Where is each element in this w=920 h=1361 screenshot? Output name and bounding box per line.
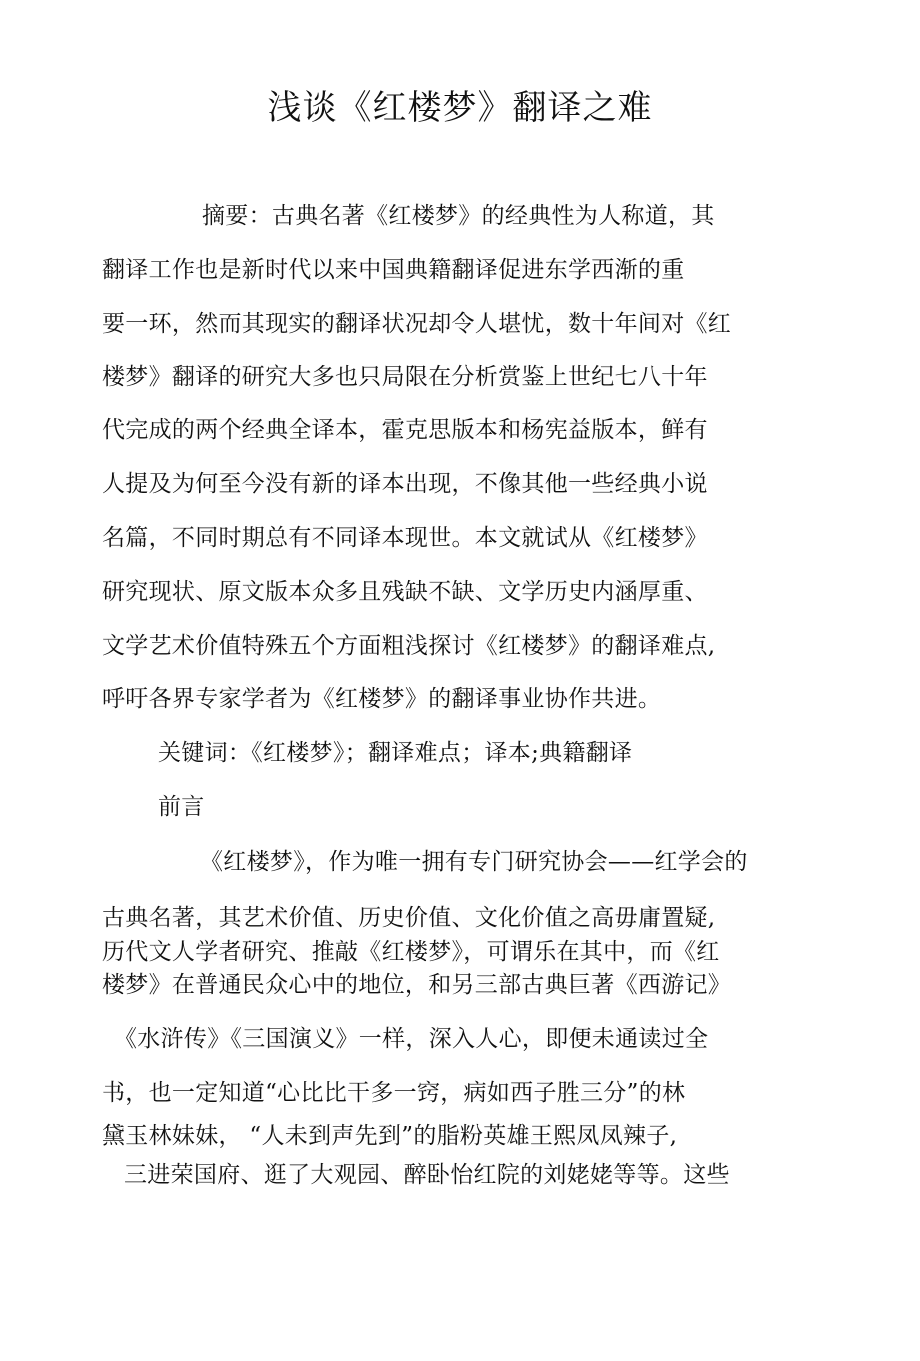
abstract-line: 摘要：古典名著《红楼梦》的经典性为人称道，其 — [202, 203, 715, 229]
body-line: 黛玉林妹妹， “人未到声先到”的脂粉英雄王熙凤凤辣子, — [102, 1123, 678, 1149]
abstract-line: 呼吁各界专家学者为《红楼梦》的翻译事业协作共进。 — [102, 686, 662, 712]
abstract-line: 楼梦》翻译的研究大多也只局限在分析赏鉴上世纪七八十年 — [102, 364, 708, 390]
keywords: 关键词：《红楼梦》；翻译难点；译本;典籍翻译 — [158, 740, 633, 766]
body-line: 《水浒传》《三国演义》一样，深入人心，即便未通读过全 — [114, 1026, 709, 1052]
body-line: 楼梦》在普通民众心中的地位，和另三部古典巨著《西游记》 — [102, 972, 732, 998]
body-line: 三进荣国府、逛了大观园、醉卧怡红院的刘姥姥等等。这些 — [124, 1162, 730, 1188]
body-line: 书，也一定知道“心比比干多一窍，病如西子胜三分”的林 — [102, 1080, 686, 1106]
abstract-line: 代完成的两个经典全译本，霍克思版本和杨宪益版本，鲜有 — [102, 417, 708, 443]
section-heading: 前言 — [158, 794, 205, 820]
abstract-line: 要一环，然而其现实的翻译状况却令人堪忧，数十年间对《红 — [102, 311, 732, 337]
abstract-line: 研究现状、原文版本众多且残缺不缺、文学历史内涵厚重、 — [102, 579, 708, 605]
abstract-line: 文学艺术价值特殊五个方面粗浅探讨《红楼梦》的翻译难点, — [102, 633, 716, 659]
abstract-line: 名篇，不同时期总有不同译本现世。本文就试从《红楼梦》 — [102, 525, 708, 551]
body-line: 历代文人学者研究、推敲《红楼梦》，可谓乐在其中，而《红 — [102, 939, 720, 965]
abstract-line: 翻译工作也是新时代以来中国典籍翻译促进东学西渐的重 — [102, 257, 685, 283]
body-line: 古典名著，其艺术价值、历史价值、文化价值之高毋庸置疑, — [102, 905, 716, 931]
abstract-line: 人提及为何至今没有新的译本出现，不像其他一些经典小说 — [102, 471, 708, 497]
body-line: 《红楼梦》，作为唯一拥有专门研究协会——红学会的 — [200, 849, 748, 875]
document-title: 浅谈《红楼梦》翻译之难 — [267, 88, 653, 128]
